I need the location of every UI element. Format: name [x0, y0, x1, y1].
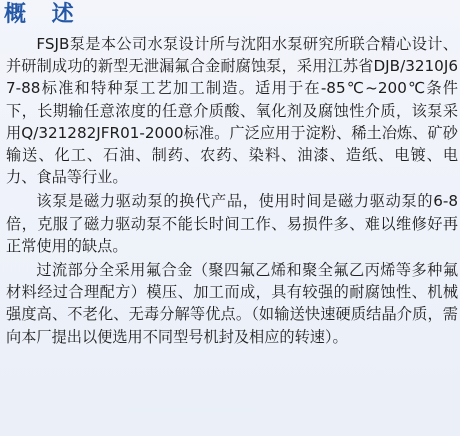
document-body [6, 33, 458, 348]
paragraph-overview: FSJB泵是本公司水泵设计所与沈阳水泵研究所联合精心设计、并研制成功的新型无泄漏氟合金耐腐蚀泵，采用江苏省DJB/3210J67-88标准和特种泵工艺加工制造。适用于在-85℃~200℃条件下，长期输任意浓度的任意介质酸、氧化剂及腐蚀性介质，该泵采用Q/321282JFR01-2000标准。广泛应用于淀粉、稀土冶炼、矿砂输送、化工、石油、制药、农药、染料、油漆、造纸、电镀、电力、食品等行业。 [6, 35, 458, 187]
paragraph-materials: 过流部分全采用氟合金（聚四氟乙烯和聚全氟乙丙烯等多种氟材料经过合理配方）模压、加工而成，具有较强的耐腐蚀性、机械强度高、不老化、无毒分解等优点。（如输送快速硬质结晶介质，需向本厂提出以便选用不同型号机封及相应的转速）。 [6, 261, 458, 346]
paragraph-replacement: 该泵是磁力驱动泵的换代产品，使用时间是磁力驱动泵的6-8倍，克服了磁力驱动泵不能长时间工作、易损件多、难以维修好再正常使用的缺点。 [6, 192, 458, 255]
section-title: 概 述 [4, 2, 83, 27]
